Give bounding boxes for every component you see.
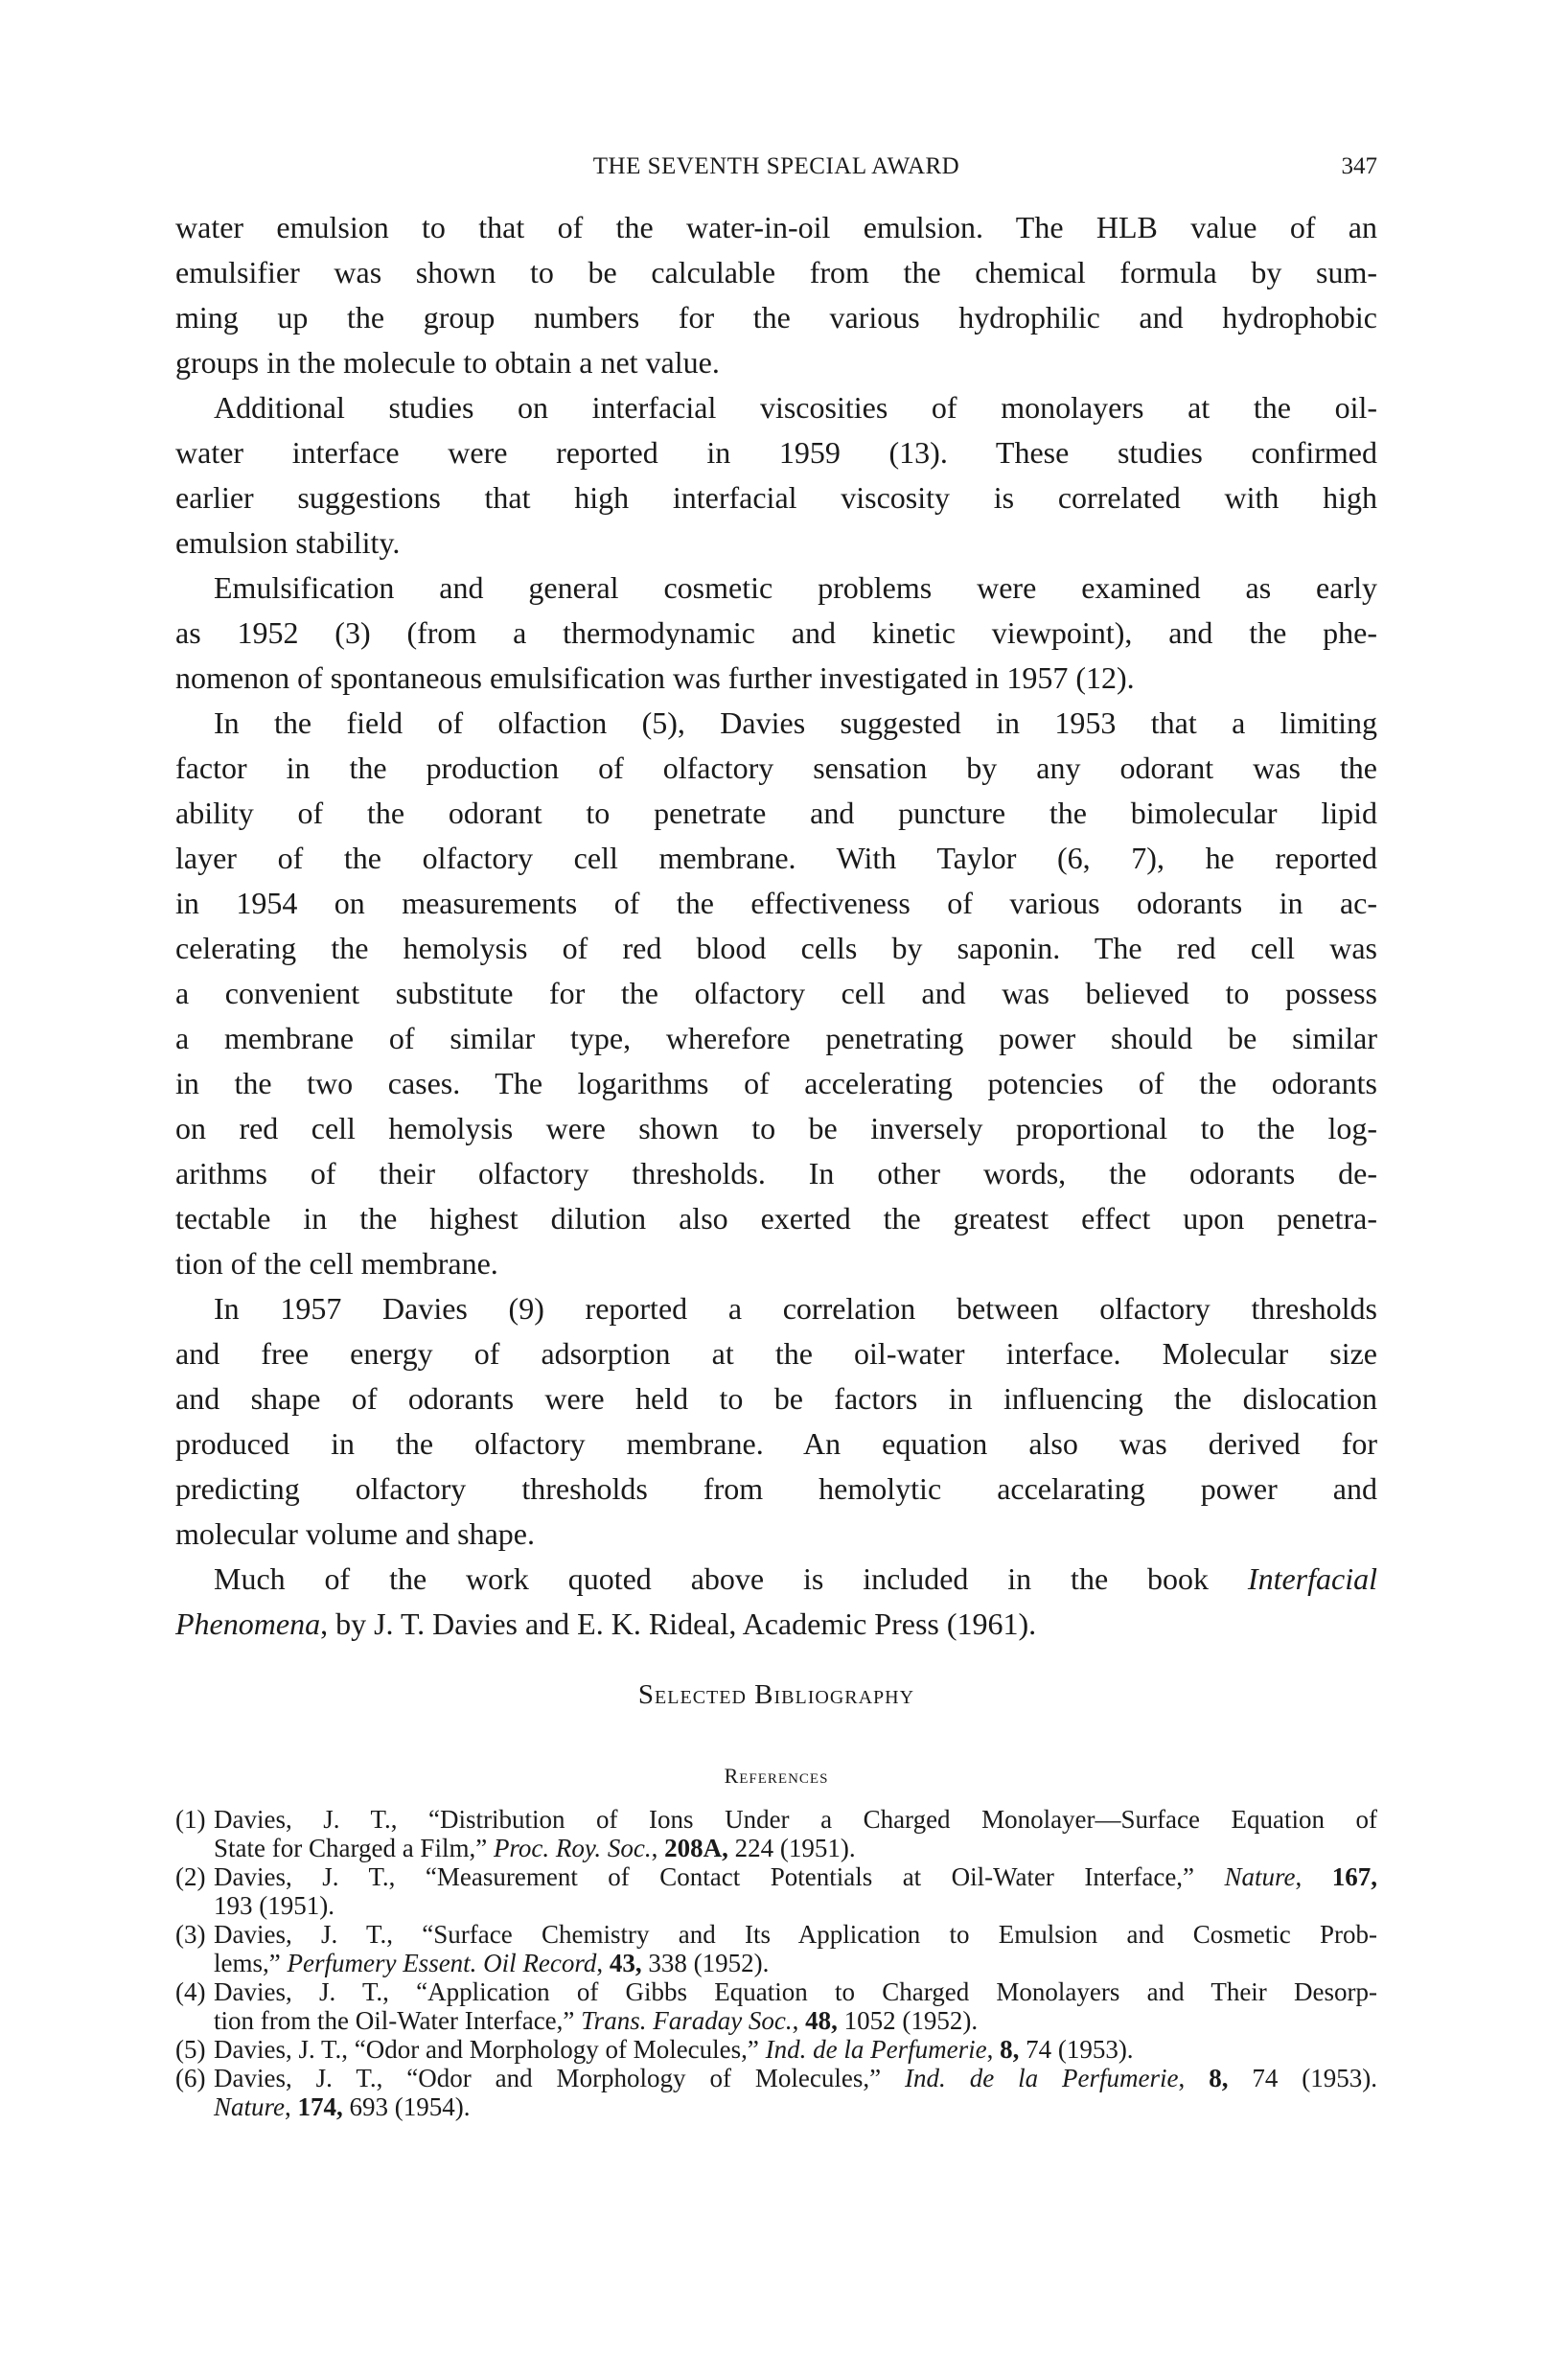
bold-text: 167,	[1331, 1862, 1377, 1891]
reference-number: (2)	[175, 1862, 206, 1891]
text-line: In 1957 Davies (9) reported a correlation between olfactory thresholds	[214, 1291, 1377, 1326]
bold-text: 208A,	[664, 1834, 728, 1862]
paragraph	[175, 566, 1377, 701]
reference-item	[175, 1977, 1377, 2035]
text-segment: 193 (1951).	[214, 1891, 334, 1920]
bold-text: 8,	[1209, 2064, 1229, 2092]
text-line: factor in the production of olfactory sensation by any odorant was the	[175, 751, 1377, 785]
text-line: Emulsification and general cosmetic problems were examined as early	[214, 570, 1377, 605]
text-segment: Davies, J. T., “Measurement of Contact Potentials at Oil-Water Interface,”	[214, 1862, 1225, 1891]
italic-text: Ind. de la Perfumerie	[765, 2035, 987, 2064]
text-segment: ,	[651, 1834, 665, 1862]
reference-number: (6)	[175, 2064, 206, 2092]
text-segment: ,	[1178, 2064, 1210, 2092]
reference-line	[214, 1949, 1377, 1977]
italic-text: Ind. de la Perfumerie	[905, 2064, 1179, 2092]
text-line: as 1952 (3) (from a thermodynamic and kinetic viewpoint), and the phe-	[175, 615, 1377, 650]
text-segment: ,	[1295, 1862, 1332, 1891]
text-segment: 338 (1952).	[641, 1949, 770, 1977]
reference-number: (4)	[175, 1977, 206, 2006]
text-line: earlier suggestions that high interfacial viscosity is correlated with high	[175, 480, 1377, 515]
text-segment: 693 (1954).	[342, 2092, 471, 2121]
text-line: arithms of their olfactory thresholds. In other words, the odorants de-	[175, 1156, 1377, 1190]
reference-number: (5)	[175, 2035, 206, 2064]
bold-text: 174,	[297, 2092, 343, 2121]
text-line: water interface were reported in 1959 (13). These studies confirmed	[175, 435, 1377, 470]
text-line: a convenient substitute for the olfactory cell and was believed to possess	[175, 976, 1377, 1010]
paragraph	[175, 1286, 1377, 1557]
text-segment: ,	[986, 2035, 1001, 2064]
reference-number: (1)	[175, 1805, 206, 1834]
text-segment: tion from the Oil-Water Interface,”	[214, 2006, 582, 2035]
text-line: layer of the olfactory cell membrane. With Taylor (6, 7), he reported	[175, 841, 1377, 875]
text-segment: , by J. T. Davies and E. K. Rideal, Academic Press (1961).	[320, 1606, 1037, 1641]
text-line	[175, 1602, 1377, 1647]
reference-list	[175, 1805, 1377, 2121]
body-text	[175, 205, 1377, 1647]
text-line: a membrane of similar type, wherefore penetrating power should be similar	[175, 1021, 1377, 1055]
reference-line	[214, 1977, 1377, 2006]
reference-item	[175, 1862, 1377, 1920]
paragraph	[175, 385, 1377, 566]
italic-text: Phenomena	[175, 1606, 321, 1641]
text-line: ability of the odorant to penetrate and puncture the bimolecular lipid	[175, 796, 1377, 830]
text-line: molecular volume and shape.	[175, 1516, 535, 1551]
text-line: Additional studies on interfacial viscosities of monolayers at the oil-	[214, 390, 1377, 425]
text-line: tion of the cell membrane.	[175, 1246, 498, 1281]
text-line: celerating the hemolysis of red blood cells by saponin. The red cell was	[175, 931, 1377, 965]
text-segment: Much of the work quoted above is included in the book	[214, 1561, 1248, 1596]
bold-text: 8,	[1000, 2035, 1020, 2064]
page-number: 347	[1341, 153, 1377, 179]
text-line	[175, 1557, 1377, 1602]
italic-text: Nature	[214, 2092, 285, 2121]
reference-line	[214, 2035, 1377, 2064]
reference-item	[175, 1920, 1377, 1977]
text-line: produced in the olfactory membrane. An equation also was derived for	[175, 1426, 1377, 1461]
reference-line	[214, 2006, 1377, 2035]
text-segment: ,	[596, 1949, 610, 1977]
text-line: predicting olfactory thresholds from hemolytic accelarating power and	[175, 1471, 1377, 1506]
text-line: groups in the molecule to obtain a net value.	[175, 345, 720, 380]
text-segment: 224 (1951).	[727, 1834, 856, 1862]
italic-text: Perfumery Essent. Oil Record	[287, 1949, 597, 1977]
reference-item	[175, 1805, 1377, 1862]
reference-line	[214, 1920, 1377, 1949]
text-line: tectable in the highest dilution also exerted the greatest effect upon penetra-	[175, 1201, 1377, 1236]
reference-line	[214, 1834, 1377, 1862]
text-segment: ,	[285, 2092, 298, 2121]
text-segment: Davies, J. T., “Odor and Morphology of Molecules,”	[214, 2035, 766, 2064]
reference-line	[214, 1891, 1377, 1920]
italic-text: Proc. Roy. Soc.	[493, 1834, 652, 1862]
text-segment: Davies, J. T., “Distribution of Ions Under a Charged Monolayer—Surface Equation of	[214, 1805, 1377, 1834]
text-line: in 1954 on measurements of the effectiveness of various odorants in ac-	[175, 886, 1377, 920]
italic-text: Trans. Faraday Soc.	[581, 2006, 793, 2035]
reference-line	[214, 2092, 1377, 2121]
text-segment: 74 (1953).	[1019, 2035, 1134, 2064]
bold-text: 48,	[805, 2006, 838, 2035]
running-header	[175, 153, 1377, 188]
bold-text: 43,	[609, 1949, 642, 1977]
reference-number: (3)	[175, 1920, 206, 1949]
paragraph	[175, 205, 1377, 385]
reference-line	[214, 1805, 1377, 1834]
text-segment: ,	[792, 2006, 806, 2035]
text-segment: lems,”	[214, 1949, 288, 1977]
running-title: THE SEVENTH SPECIAL AWARD	[592, 153, 960, 179]
reference-line	[214, 2064, 1377, 2092]
text-segment: Davies, J. T., “Application of Gibbs Equation to Charged Monolayers and Their Desorp-	[214, 1977, 1377, 2006]
paragraph	[175, 1557, 1377, 1647]
text-line: on red cell hemolysis were shown to be inversely proportional to the log-	[175, 1111, 1377, 1145]
section-title: Selected Bibliography	[637, 1679, 915, 1710]
italic-text: Nature	[1224, 1862, 1296, 1891]
text-segment: 1052 (1952).	[837, 2006, 979, 2035]
text-line: in the two cases. The logarithms of accelerating potencies of the odorants	[175, 1066, 1377, 1100]
text-line: emulsion stability.	[175, 525, 401, 560]
text-segment: 74 (1953).	[1228, 2064, 1378, 2092]
reference-item	[175, 2035, 1377, 2064]
text-segment: Davies, J. T., “Surface Chemistry and Its Application to Emulsion and Cosmetic Prob-	[214, 1920, 1377, 1949]
text-line: water emulsion to that of the water-in-oil emulsion. The HLB value of an	[175, 210, 1377, 244]
text-segment: Davies, J. T., “Odor and Morphology of Molecules,”	[214, 2064, 906, 2092]
reference-line	[214, 1862, 1377, 1891]
text-line: emulsifier was shown to be calculable from the chemical formula by sum-	[175, 255, 1377, 289]
paragraph	[175, 701, 1377, 1286]
italic-text: Interfacial	[1247, 1561, 1377, 1596]
references-heading: References	[724, 1764, 829, 1788]
text-segment: State for Charged a Film,”	[214, 1834, 494, 1862]
text-line: and shape of odorants were held to be factors in influencing the dislocation	[175, 1381, 1377, 1416]
text-line: and free energy of adsorption at the oil-water interface. Molecular size	[175, 1336, 1377, 1371]
text-line: nomenon of spontaneous emulsification was further investigated in 1957 (12).	[175, 660, 1135, 695]
reference-item	[175, 2064, 1377, 2121]
text-line: ming up the group numbers for the various hydrophilic and hydrophobic	[175, 300, 1377, 335]
text-line: In the field of olfaction (5), Davies suggested in 1953 that a limiting	[214, 705, 1377, 740]
